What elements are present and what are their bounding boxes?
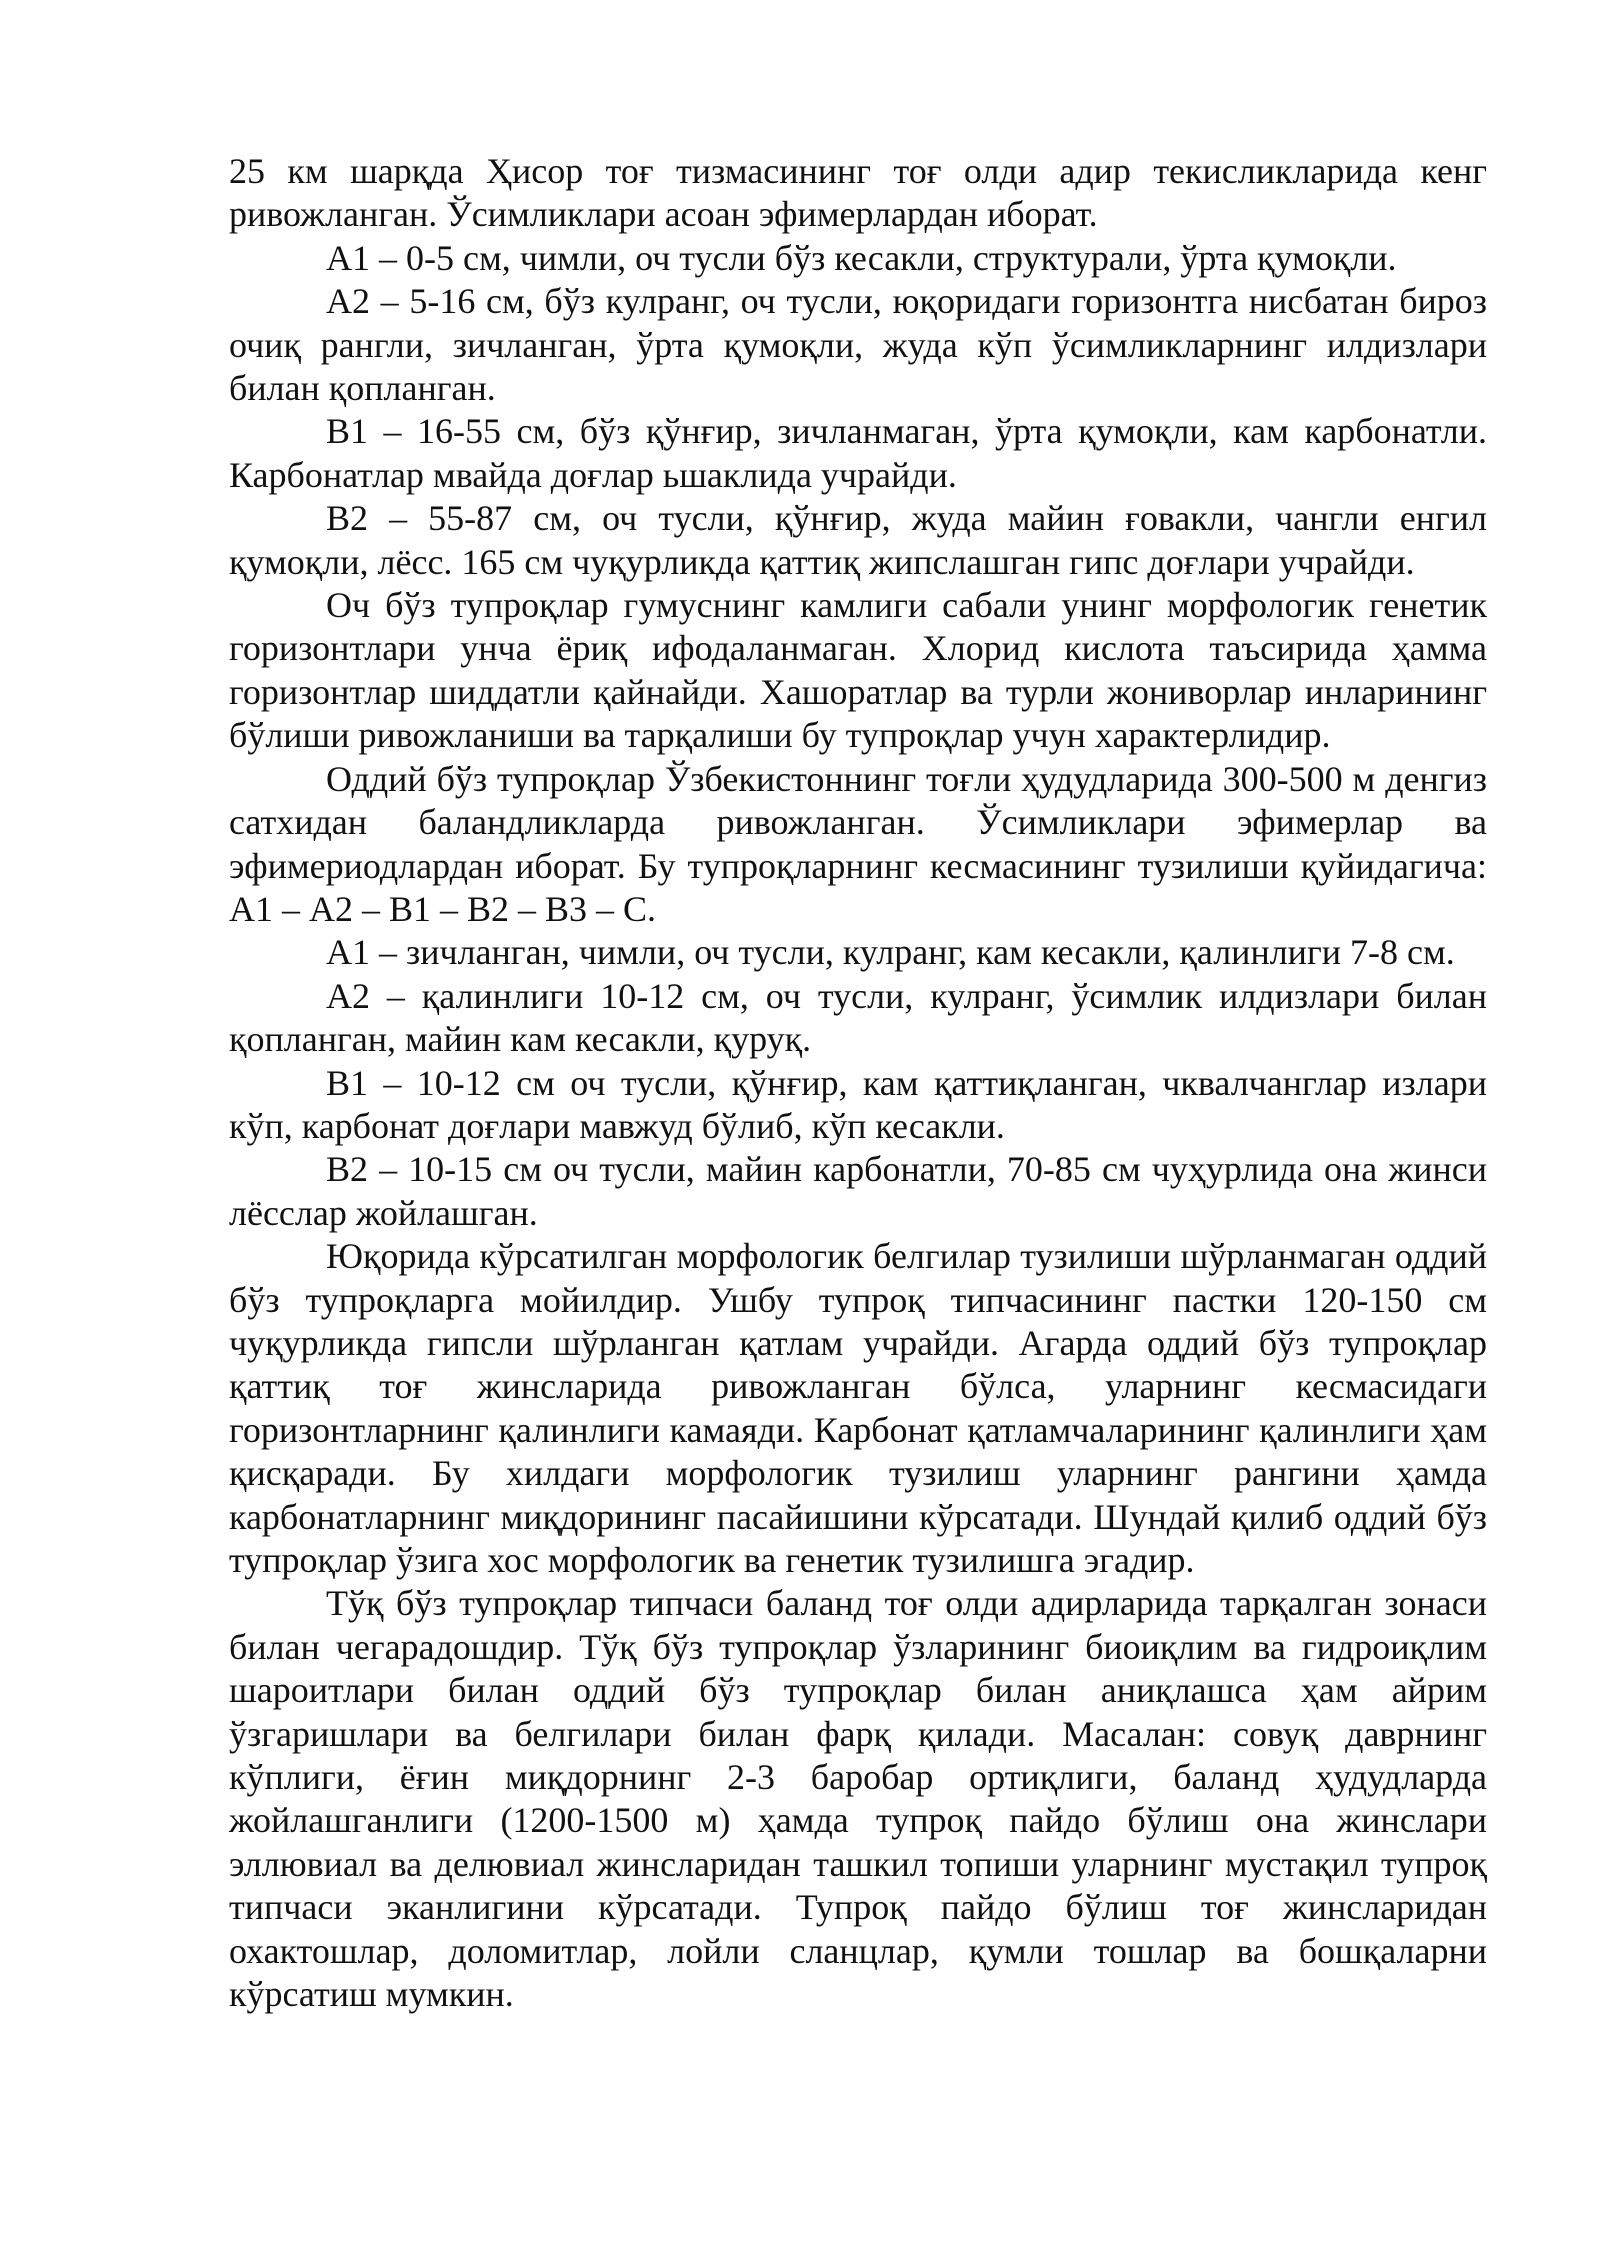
paragraph: Оч бўз тупроқлар гумуснинг камлиги сабали унинг морфологик генетик горизонтлари унча ёриқ ифодаланмаган. Хлорид кислота таъсирида ҳамма горизонтлар шиддатли қайнайди. Хашоратлар ва турли жониворлар инларининг бўлиши ривожланиши ва тарқалиши бу тупроқлар учун характерлидир.	[229, 585, 1487, 756]
document-page	[229, 150, 1487, 2016]
paragraph: Оддий бўз тупроқлар Ўзбекистоннинг тоғли ҳудудларида 300-500 м денгиз сатхидан баландликларда ривожланган. Ўсимликлари эфимерлар ва эфимериодлардан иборат. Бу тупроқларнинг кесмасининг тузилиши қуйидагича: А1 – А2 – В1 – В2 – В3 – С.	[229, 758, 1487, 929]
horizon-a2-paragraph: А2 – қалинлиги 10-12 см, оч тусли, кулранг, ўсимлик илдизлари билан қопланган, майин кам кесакли, қуруқ.	[229, 975, 1487, 1060]
horizon-b1-paragraph: В1 – 16-55 см, бўз қўнғир, зичланмаган, ўрта қумоқли, кам карбонатли. Карбонатлар мвайда доғлар ьшаклида учрайди.	[229, 411, 1487, 495]
paragraph: Юқорида кўрсатилган морфологик белгилар тузилиши шўрланмаган оддий бўз тупроқларга мойилдир. Ушбу тупроқ типчасининг пастки 120-150 см чуқурликда гипсли шўрланган қатлам учрайди. Агарда оддий бўз тупроқлар қаттиқ тоғ жинсларида ривожланган бўлса, уларнинг кесмасидаги горизонтларнинг қалинлиги камаяди. Карбонат қатламчаларининг қалинлиги ҳам қисқаради. Бу хилдаги морфологик тузилиш уларнинг рангини ҳамда карбонатларнинг миқдорининг пасайишини кўрсатади. Шундай қилиб оддий бўз тупроқлар ўзига хос морфологик ва генетик тузилишга эгадир.	[229, 1236, 1487, 1580]
horizon-b2-paragraph: В2 – 10-15 см оч тусли, майин карбонатли, 70-85 см чуҳурлида она жинси лёсслар жойлашган.	[229, 1149, 1487, 1233]
horizon-b1-paragraph: В1 – 10-12 см оч тусли, қўнғир, кам қаттиқланган, чквалчанглар излари кўп, карбонат доғлари мавжуд бўлиб, кўп кесакли.	[229, 1062, 1487, 1146]
horizon-a1-paragraph: А1 – зичланган, чимли, оч тусли, кулранг, кам кесакли, қалинлиги 7-8 см.	[326, 932, 1455, 973]
horizon-a2-paragraph: А2 – 5-16 см, бўз кулранг, оч тусли, юқоридаги горизонтга нисбатан бироз очиқ рангли, зичланган, ўрта қумоқли, жуда кўп ўсимликларнинг илдизлари билан қопланган.	[229, 281, 1487, 409]
paragraph: Тўқ бўз тупроқлар типчаси баланд тоғ олди адирларида тарқалган зонаси билан чегарадошдир. Тўқ бўз тупроқлар ўзларининг биоиқлим ва гидроиқлим шароитлари билан оддий бўз тупроқлар билан аниқлашса ҳам айрим ўзгаришлари ва белгилари билан фарқ қилади. Масалан: совуқ даврнинг кўплиги, ёғин миқдорнинг 2-3 баробар ортиқлиги, баланд ҳудудларда жойлашганлиги (1200-1500 м) ҳамда тупроқ пайдо бўлиш она жинслари эллювиал ва делювиал жинсларидан ташкил топиши уларнинг мустақил тупроқ типчаси эканлигини кўрсатади. Тупроқ пайдо бўлиш тоғ жинсларидан охактошлар, доломитлар, лойли сланцлар, қумли тошлар ва бошқаларни кўрсатиш мумкин.	[229, 1583, 1487, 2015]
horizon-b2-paragraph: В2 – 55-87 см, оч тусли, қўнғир, жуда майин ғовакли, чангли енгил қумоқли, лёсс. 165 см чуқурликда қаттиқ жипслашган гипс доғлари учрайди.	[229, 498, 1487, 582]
paragraph: 25 км шарқда Ҳисор тоғ тизмасининг тоғ олди адир текисликларида кенг ривожланган. Ўсимликлари асоан эфимерлардан иборат.	[229, 151, 1487, 235]
horizon-a1-paragraph: А1 – 0-5 см, чимли, оч тусли бўз кесакли, структурали, ўрта қумоқли.	[326, 237, 1397, 278]
